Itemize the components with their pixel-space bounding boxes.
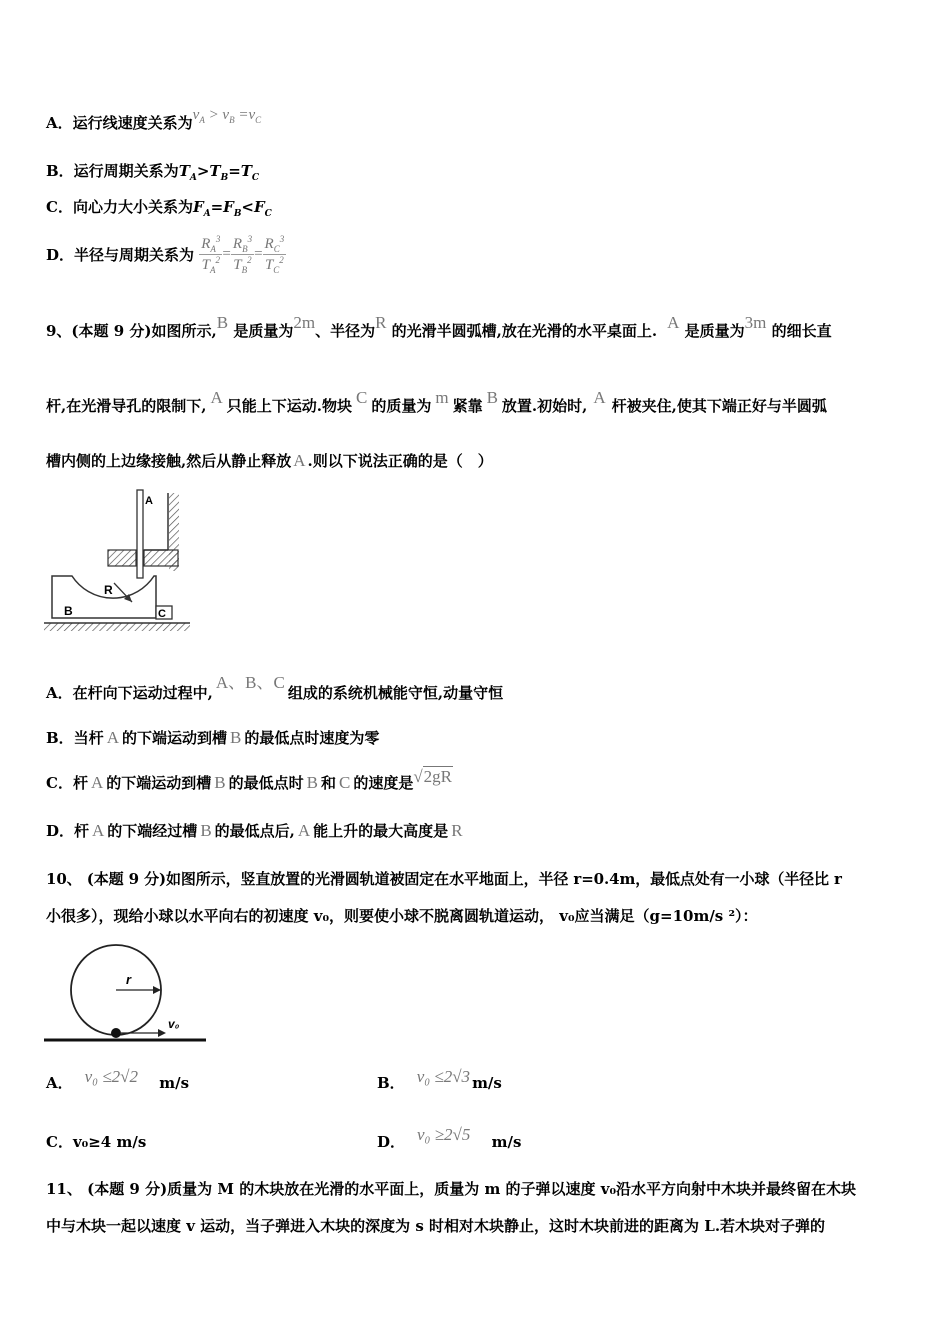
q9-symbol: A [92, 821, 105, 840]
q9-symbol: R [451, 821, 463, 840]
q9-symbol: B [306, 773, 318, 792]
q8-option-c-math: $F_A=F_B<F_C$ [192, 198, 272, 219]
q9-symbol: A [297, 821, 311, 840]
q9-stem-text: 9、(本题 9 分)如图所示, [46, 322, 217, 340]
q8-option-d-math: $\frac{R_A^3}{T_A^2}$ = $\frac{R_B^3}{T_B^2}$ = $\frac{R_C^3}{T_C^2}$ [201, 234, 285, 275]
q9-symbol: B [214, 773, 226, 792]
q9-option-b-text: B．当杆 [46, 729, 104, 747]
q9-ground-hatch [44, 623, 190, 631]
q9-option-d-text: 的最低点后, [214, 822, 295, 840]
q8-option-a-text: A．运行线速度关系为 [46, 114, 193, 132]
q8-option-c-text: C．向心力大小关系为 [46, 198, 193, 216]
q9-stem-text: 、半径为 [315, 322, 376, 340]
q9-symbol: C [338, 773, 351, 792]
q9-symbol: 3m [744, 313, 767, 332]
q10-option-d-math: v₀ ≥2√5 [417, 1125, 471, 1144]
q9-option-d [46, 820, 466, 841]
q11-stem-line-1: 11、 (本题 9 分)质量为 M 的木块放在光滑的水平面上，质量为 m 的子弹以速度 v₀沿水平方向射中木块并最终留在木块 [46, 1180, 857, 1198]
q9-symbol: A、B、C [215, 673, 285, 692]
q9-option-a [46, 673, 504, 703]
q10-ball [111, 1028, 121, 1038]
q9-option-d-text: D．杆 [46, 822, 90, 840]
q9-symbol: B [216, 313, 229, 332]
q9-stem-text: 的光滑半圆弧槽,放在光滑的水平桌面上. [391, 322, 658, 340]
q9-symbol: 2m [293, 313, 316, 332]
q10-option-c-label: C． [46, 1133, 73, 1151]
q9-label-c: C [158, 608, 166, 620]
q8-option-a-math: $v_A > v_B =v_C$ [192, 107, 262, 125]
q9-label-r: R [104, 583, 113, 597]
q9-option-a-text: A．在杆向下运动过程中, [46, 684, 213, 702]
q9-symbol: A [667, 313, 680, 332]
q10-option-d-label: D． [377, 1133, 406, 1151]
q9-option-b-text: 的最低点时速度为零 [244, 729, 380, 747]
q10-velocity-arrowhead [158, 1029, 166, 1037]
q10-option-b [377, 1066, 502, 1092]
q8-option-c [46, 196, 272, 219]
q9-stem-line-3 [46, 450, 493, 471]
q9-stem-text: 紧靠 [452, 397, 483, 415]
q9-stem-text: 的质量为 [371, 397, 432, 415]
q10-label-r: r [126, 972, 132, 987]
q9-label-a: A [145, 495, 153, 507]
q9-stem-text: 杆被夹住,使其下端正好与半圆弧 [611, 397, 827, 415]
q10-option-a-unit: m/s [159, 1074, 190, 1092]
q10-stem-line-1: 10、 (本题 9 分)如图所示，竖直放置的光滑圆轨道被固定在水平地面上，半径 r=0.4m，最低点处有一小球（半径比 r [46, 870, 842, 888]
q9-option-a-text: 组成的系统机械能守恒,动量守恒 [287, 684, 504, 702]
q10-option-c [46, 1131, 146, 1152]
q9-option-c-text: 和 [320, 774, 336, 792]
q10-option-b-unit: m/s [472, 1074, 502, 1092]
q9-stem-text: 是质量为 [684, 322, 745, 340]
q10-option-b-label: B． [377, 1074, 405, 1092]
q11-stem-line-2: 中与木块一起以速度 v 运动，当子弹进入木块的深度为 s 时相对木块静止，这时木块前进的距离为 L.若木块对子弹的 [46, 1217, 826, 1235]
q9-option-d-text: 能上升的最大高度是 [313, 822, 449, 840]
q9-option-c-text: 的最低点时 [228, 774, 304, 792]
q9-figure [44, 488, 190, 636]
q9-stem-line-2 [46, 388, 827, 416]
q8-option-d-text: D．半径与周期关系为 [46, 246, 195, 264]
q9-symbol: A [593, 388, 606, 407]
q9-option-c-text: C．杆 [46, 774, 88, 792]
q8-option-d [46, 234, 286, 275]
q10-radius-arrowhead [153, 986, 161, 994]
q9-stem-text: 是质量为 [233, 322, 294, 340]
q9-stem-text: 杆,在光滑导孔的限制下, [46, 397, 207, 415]
q10-option-a [46, 1066, 190, 1092]
q8-option-a [46, 107, 262, 134]
q10-option-c-text: v₀≥4 m/s [72, 1133, 147, 1151]
q9-symbol: A [90, 773, 104, 792]
q9-option-c [46, 767, 453, 793]
q9-symbol: R [375, 313, 387, 332]
q9-symbol: A [106, 728, 119, 747]
q9-stem-text: 只能上下运动.物块 [226, 397, 352, 415]
q10-option-a-math: v₀ ≤2√2 [84, 1067, 139, 1086]
q9-stem-text: .则以下说法正确的是（ ） [307, 452, 493, 470]
q9-symbol: C [355, 388, 368, 407]
q9-stem-text: 放置.初始时, [501, 397, 588, 415]
q8-option-b [46, 160, 259, 183]
q10-option-d-unit: m/s [491, 1133, 522, 1151]
q9-option-c-text: 的速度是 [353, 774, 414, 792]
q9-rod-a [137, 490, 143, 578]
q10-figure [44, 942, 208, 1046]
q9-symbol: m [435, 388, 449, 407]
q9-label-b: B [64, 604, 73, 618]
q8-option-b-text: B．运行周期关系为 [46, 162, 179, 180]
q9-stem-line-1 [46, 313, 832, 341]
q9-sqrt-expression: √2gR [413, 767, 453, 786]
q9-stem-text: 的细长直 [771, 322, 832, 340]
q10-stem-line-2: 小很多），现给小球以水平向右的初速度 v₀，则要使小球不脱离圆轨道运动， v₀应当满足（g=10m/s ²）： [46, 907, 758, 925]
q10-option-a-label: A． [46, 1074, 73, 1092]
q9-option-b-text: 的下端运动到槽 [121, 729, 227, 747]
q9-guide-block-right [144, 550, 178, 566]
q9-option-b [46, 727, 379, 748]
q9-symbol: B [486, 388, 498, 407]
q9-option-c-text: 的下端运动到槽 [106, 774, 212, 792]
q9-symbol: B [229, 728, 242, 747]
q9-symbol: A [210, 388, 223, 407]
q10-label-v0: v₀ [168, 1017, 180, 1031]
q9-stem-text: 槽内侧的上边缘接触,然后从静止释放 [46, 452, 292, 470]
q10-option-b-math: v₀ ≤2√3 [416, 1067, 471, 1086]
q9-symbol: B [200, 821, 212, 840]
q9-option-d-text: 的下端经过槽 [107, 822, 198, 840]
q9-sqrt-radicand: 2gR [423, 767, 453, 786]
q10-option-d [377, 1124, 522, 1151]
q9-symbol: A [293, 451, 306, 470]
q9-guide-block-left [108, 550, 136, 566]
q8-option-b-math: $T_A>T_B=T_C$ [178, 162, 260, 183]
